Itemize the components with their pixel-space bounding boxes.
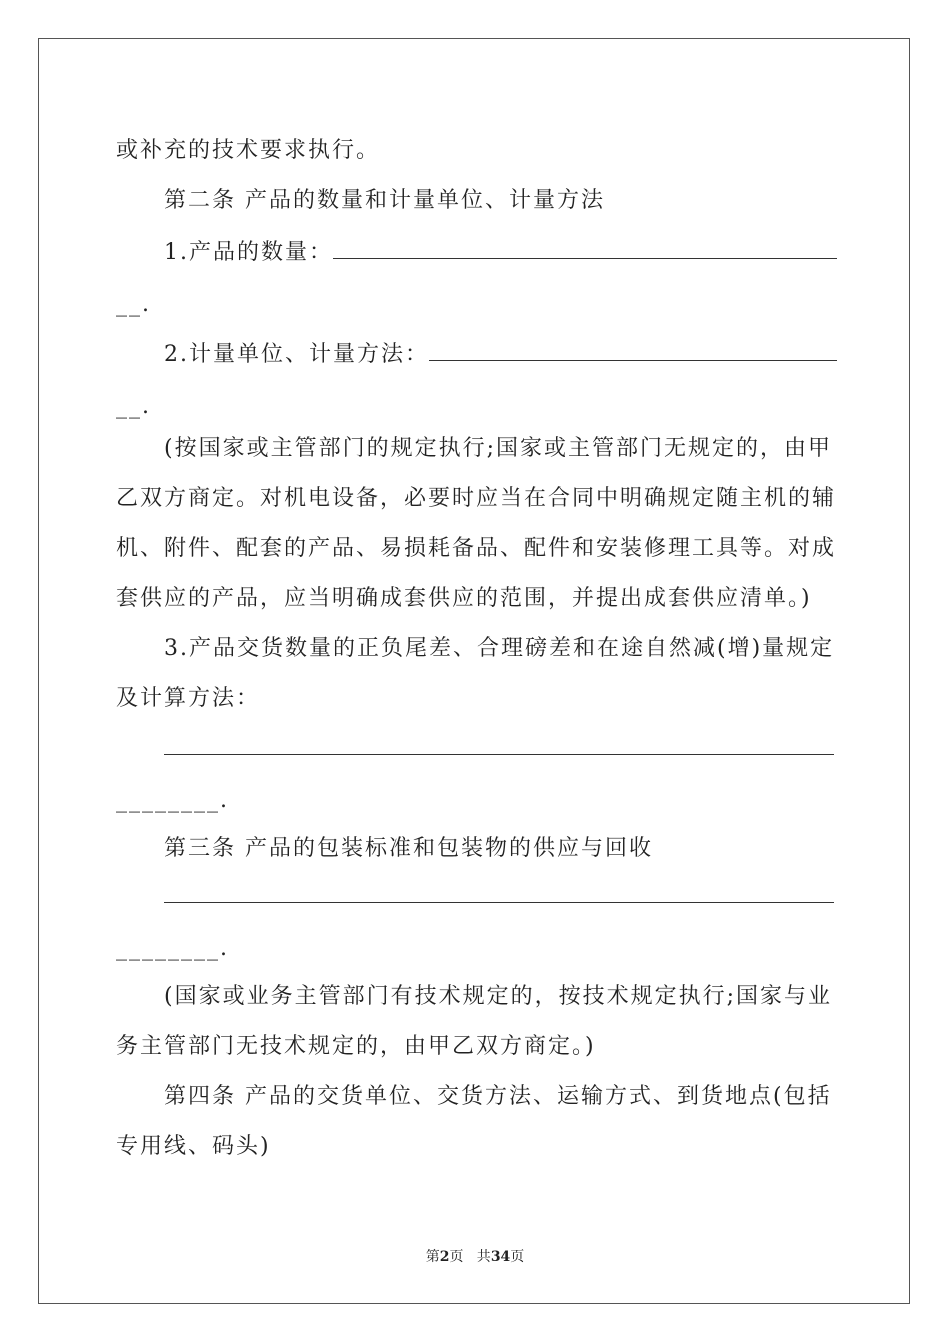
blank-line [164,732,836,764]
blank-end: __. [116,394,151,419]
blank-field [429,338,837,361]
item-unit-label: 2.计量单位、计量方法： [164,342,429,367]
footer-mid: 页 共 [449,1249,491,1265]
text-line: 机、附件、配套的产品、易损耗备品、配件和安装修理工具等。对成 [116,536,837,561]
text-line: 务主管部门无技术规定的，由甲乙双方商定。) [116,1034,596,1059]
blank-end: ________. [116,788,229,813]
blank-line [164,880,836,912]
item-unit [164,338,836,370]
page-number: 2 [439,1249,450,1265]
item-tolerance: 3.产品交货数量的正负尾差、合理磅差和在途自然减(增)量规定 [164,636,835,661]
article-3-heading: 第三条 产品的包装标准和包装物的供应与回收 [164,836,653,861]
footer-prefix: 第 [425,1249,440,1265]
article-4-heading: 第四条 产品的交货单位、交货方法、运输方式、到货地点(包括 [164,1084,832,1109]
page-total: 34 [490,1249,511,1265]
item-quantity [164,236,836,268]
blank-end: ________. [116,936,229,961]
article-2-heading: 第二条 产品的数量和计量单位、计量方法 [164,188,605,213]
footer-suffix: 页 [510,1249,525,1265]
blank-field [164,732,834,755]
text-line: 专用线、码头) [116,1134,271,1159]
text-line: 及计算方法： [116,686,261,711]
text-line: 乙双方商定。对机电设备，必要时应当在合同中明确规定随主机的辅 [116,486,837,511]
text-line: (按国家或主管部门的规定执行;国家或主管部门无规定的，由甲 [164,436,832,461]
blank-end: __. [116,292,151,317]
page-border [38,38,910,1304]
blank-field [333,236,837,259]
page-footer [0,1248,950,1266]
item-quantity-label: 1.产品的数量： [164,240,333,265]
text-line: 或补充的技术要求执行。 [116,138,381,163]
text-line: 套供应的产品，应当明确成套供应的范围，并提出成套供应清单。) [116,586,812,611]
blank-field [164,880,834,903]
text-line: (国家或业务主管部门有技术规定的，按技术规定执行;国家与业 [164,984,832,1009]
